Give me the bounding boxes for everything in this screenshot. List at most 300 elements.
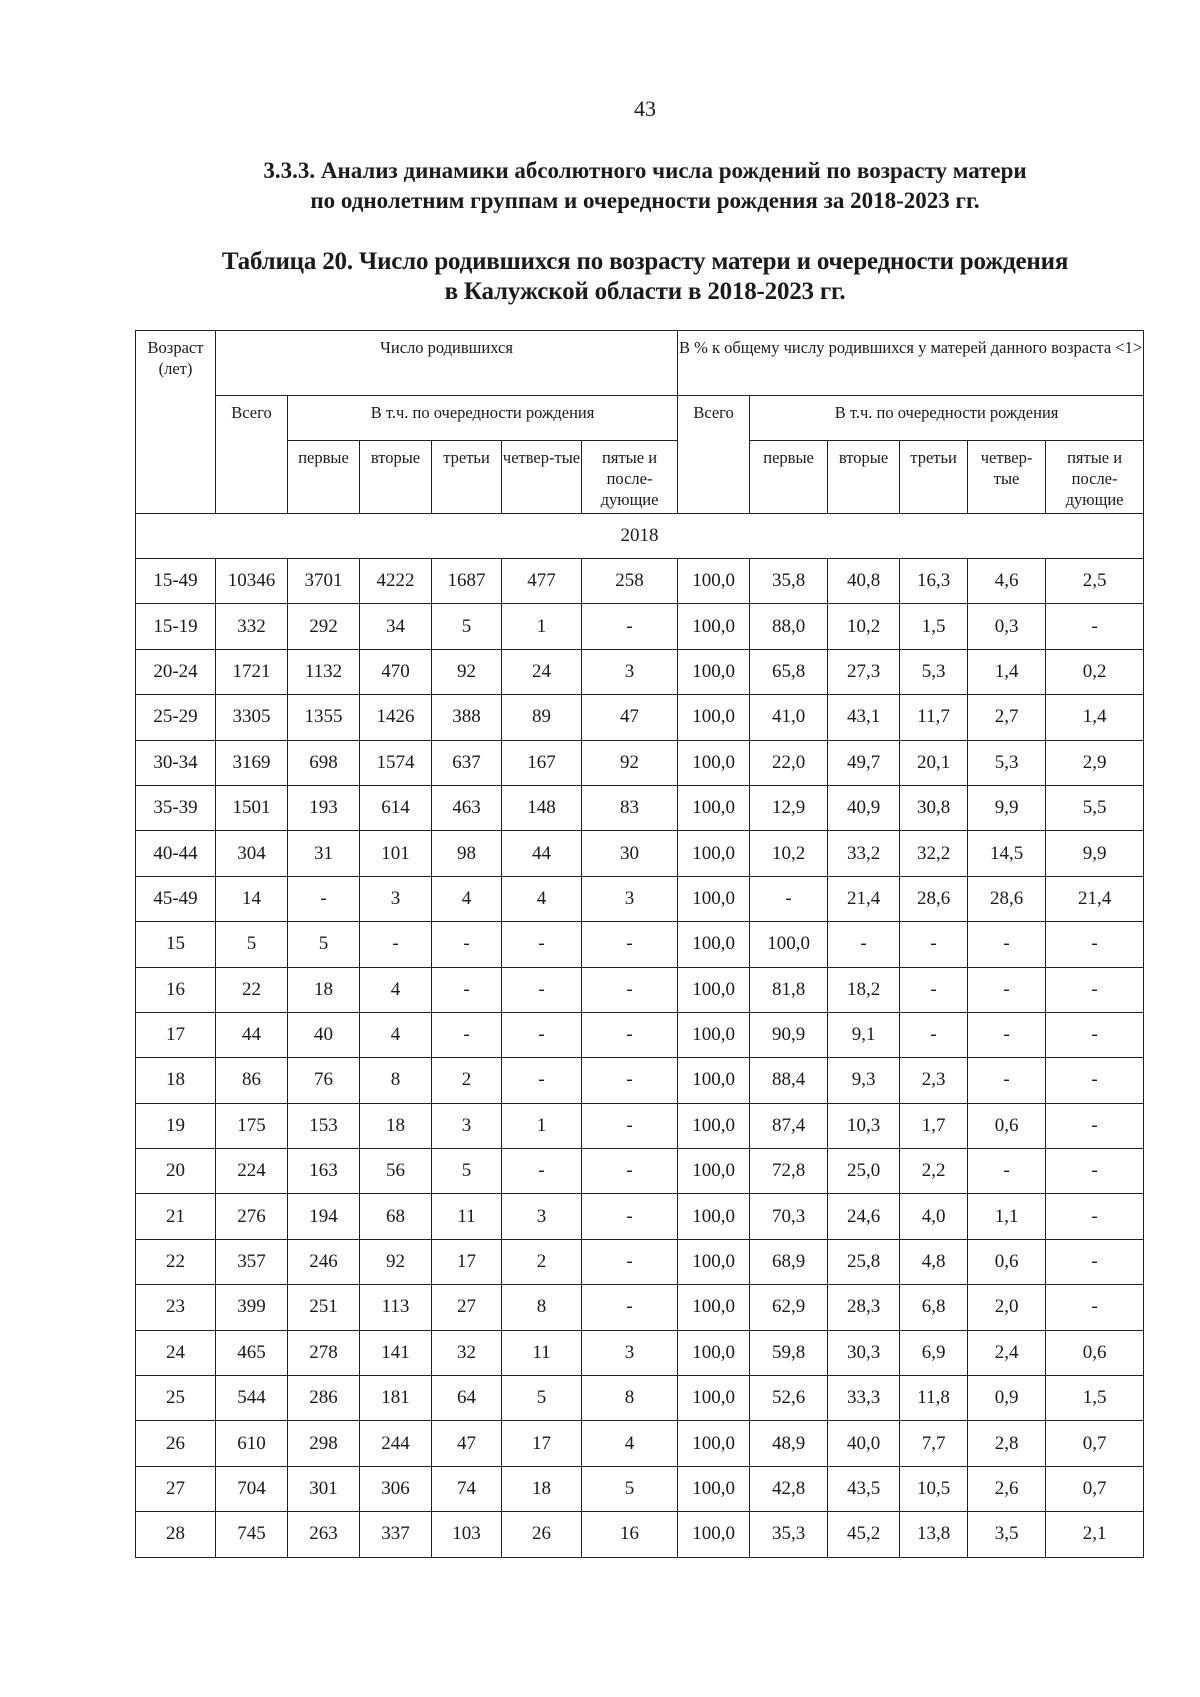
cell-percent-first: 12,9 bbox=[750, 785, 828, 830]
cell-births-fourth: 89 bbox=[502, 695, 582, 740]
table-title-line-2: в Калужской области в 2018-2023 гг. bbox=[444, 278, 846, 305]
cell-births-total: 1721 bbox=[216, 649, 288, 694]
cell-percent-third: 20,1 bbox=[900, 740, 968, 785]
cell-percent-second: 24,6 bbox=[828, 1194, 900, 1239]
cell-births-fifth-plus: 92 bbox=[582, 740, 678, 785]
cell-percent-third: 6,8 bbox=[900, 1285, 968, 1330]
cell-percent-third: 7,7 bbox=[900, 1421, 968, 1466]
cell-births-total: 14 bbox=[216, 876, 288, 921]
cell-births-total: 22 bbox=[216, 967, 288, 1012]
cell-percent-fourth: 0,6 bbox=[968, 1103, 1046, 1148]
section-title-line-1: 3.3.3. Анализ динамики абсолютного числа рождений по возрасту матери bbox=[263, 158, 1027, 183]
cell-births-first: 76 bbox=[288, 1058, 360, 1103]
cell-age: 18 bbox=[136, 1058, 216, 1103]
cell-percent-third: 32,2 bbox=[900, 831, 968, 876]
cell-births-fourth: 3 bbox=[502, 1194, 582, 1239]
table-row bbox=[136, 695, 1144, 740]
cell-births-fourth: 167 bbox=[502, 740, 582, 785]
cell-percent-first: 68,9 bbox=[750, 1239, 828, 1284]
cell-births-total: 704 bbox=[216, 1466, 288, 1511]
cell-births-fourth: - bbox=[502, 967, 582, 1012]
cell-age: 25 bbox=[136, 1376, 216, 1421]
cell-percent-fourth: 1,4 bbox=[968, 649, 1046, 694]
cell-births-third: 5 bbox=[432, 604, 502, 649]
cell-births-second: 3 bbox=[360, 876, 432, 921]
cell-age: 15-49 bbox=[136, 559, 216, 604]
cell-percent-second: - bbox=[828, 922, 900, 967]
cell-percent-first: 72,8 bbox=[750, 1149, 828, 1194]
header-births-third: третьи bbox=[432, 441, 502, 514]
cell-percent-fourth: 2,4 bbox=[968, 1330, 1046, 1375]
table-title-line-1: Таблица 20. Число родившихся по возрасту матери и очередности рождения bbox=[221, 248, 1069, 275]
cell-age: 15-19 bbox=[136, 604, 216, 649]
cell-percent-first: 62,9 bbox=[750, 1285, 828, 1330]
cell-percent-first: 88,4 bbox=[750, 1058, 828, 1103]
cell-births-fourth: 44 bbox=[502, 831, 582, 876]
table-row bbox=[136, 1376, 1144, 1421]
cell-births-first: 1355 bbox=[288, 695, 360, 740]
table-row bbox=[136, 1194, 1144, 1239]
cell-percent-fifth-plus: - bbox=[1046, 1194, 1144, 1239]
cell-percent-first: 35,3 bbox=[750, 1512, 828, 1557]
cell-percent-fourth: 2,6 bbox=[968, 1466, 1046, 1511]
header-percent-second: вторые bbox=[828, 441, 900, 514]
cell-births-first: 18 bbox=[288, 967, 360, 1012]
cell-percent-third: 1,7 bbox=[900, 1103, 968, 1148]
cell-percent-fourth: 2,7 bbox=[968, 695, 1046, 740]
cell-percent-first: 59,8 bbox=[750, 1330, 828, 1375]
cell-percent-second: 9,1 bbox=[828, 1012, 900, 1057]
cell-age: 23 bbox=[136, 1285, 216, 1330]
cell-percent-fifth-plus: 0,2 bbox=[1046, 649, 1144, 694]
cell-births-second: - bbox=[360, 922, 432, 967]
cell-births-second: 34 bbox=[360, 604, 432, 649]
table-title bbox=[150, 247, 1140, 307]
header-births-fourth: четвер-тые bbox=[502, 441, 582, 514]
cell-percent-fifth-plus: 2,1 bbox=[1046, 1512, 1144, 1557]
cell-age: 24 bbox=[136, 1330, 216, 1375]
cell-percent-fifth-plus: - bbox=[1046, 604, 1144, 649]
cell-percent-total: 100,0 bbox=[678, 695, 750, 740]
cell-births-first: 153 bbox=[288, 1103, 360, 1148]
cell-births-third: - bbox=[432, 1012, 502, 1057]
cell-percent-total: 100,0 bbox=[678, 1149, 750, 1194]
cell-age: 40-44 bbox=[136, 831, 216, 876]
cell-births-third: 388 bbox=[432, 695, 502, 740]
cell-percent-first: 65,8 bbox=[750, 649, 828, 694]
cell-births-second: 4 bbox=[360, 1012, 432, 1057]
cell-percent-fourth: 14,5 bbox=[968, 831, 1046, 876]
table-row bbox=[136, 1012, 1144, 1057]
cell-births-first: 194 bbox=[288, 1194, 360, 1239]
cell-births-first: 263 bbox=[288, 1512, 360, 1557]
table-row bbox=[136, 559, 1144, 604]
cell-births-second: 337 bbox=[360, 1512, 432, 1557]
table-row bbox=[136, 1058, 1144, 1103]
cell-percent-fifth-plus: 5,5 bbox=[1046, 785, 1144, 830]
cell-births-first: 31 bbox=[288, 831, 360, 876]
cell-births-fifth-plus: 83 bbox=[582, 785, 678, 830]
cell-births-third: 11 bbox=[432, 1194, 502, 1239]
cell-percent-fifth-plus: 1,5 bbox=[1046, 1376, 1144, 1421]
cell-percent-fourth: 0,6 bbox=[968, 1239, 1046, 1284]
cell-percent-fifth-plus: - bbox=[1046, 1012, 1144, 1057]
cell-births-third: 103 bbox=[432, 1512, 502, 1557]
cell-births-total: 276 bbox=[216, 1194, 288, 1239]
table-row bbox=[136, 785, 1144, 830]
cell-births-total: 5 bbox=[216, 922, 288, 967]
cell-age: 21 bbox=[136, 1194, 216, 1239]
cell-percent-second: 43,1 bbox=[828, 695, 900, 740]
cell-births-third: - bbox=[432, 922, 502, 967]
cell-percent-second: 45,2 bbox=[828, 1512, 900, 1557]
table-row bbox=[136, 740, 1144, 785]
cell-percent-first: 22,0 bbox=[750, 740, 828, 785]
cell-births-fifth-plus: - bbox=[582, 1058, 678, 1103]
cell-percent-first: 48,9 bbox=[750, 1421, 828, 1466]
cell-percent-fourth: - bbox=[968, 1058, 1046, 1103]
cell-births-total: 1501 bbox=[216, 785, 288, 830]
cell-percent-third: - bbox=[900, 922, 968, 967]
cell-births-first: 286 bbox=[288, 1376, 360, 1421]
cell-births-second: 1426 bbox=[360, 695, 432, 740]
cell-percent-second: 40,9 bbox=[828, 785, 900, 830]
table-row bbox=[136, 1330, 1144, 1375]
cell-births-fourth: - bbox=[502, 1149, 582, 1194]
cell-births-first: 163 bbox=[288, 1149, 360, 1194]
cell-percent-fifth-plus: 2,9 bbox=[1046, 740, 1144, 785]
table-header bbox=[136, 331, 1144, 514]
cell-percent-fifth-plus: 0,7 bbox=[1046, 1421, 1144, 1466]
cell-percent-fourth: - bbox=[968, 922, 1046, 967]
cell-percent-total: 100,0 bbox=[678, 1376, 750, 1421]
cell-percent-first: - bbox=[750, 876, 828, 921]
cell-percent-fourth: - bbox=[968, 1012, 1046, 1057]
cell-percent-fifth-plus: 1,4 bbox=[1046, 695, 1144, 740]
cell-percent-second: 25,0 bbox=[828, 1149, 900, 1194]
cell-births-fourth: 18 bbox=[502, 1466, 582, 1511]
table-row bbox=[136, 1103, 1144, 1148]
cell-percent-total: 100,0 bbox=[678, 1330, 750, 1375]
header-percent-total: Всего bbox=[678, 396, 750, 514]
cell-percent-second: 30,3 bbox=[828, 1330, 900, 1375]
cell-percent-fifth-plus: 21,4 bbox=[1046, 876, 1144, 921]
cell-births-first: 246 bbox=[288, 1239, 360, 1284]
cell-births-third: 1687 bbox=[432, 559, 502, 604]
cell-births-third: 637 bbox=[432, 740, 502, 785]
cell-births-fifth-plus: 5 bbox=[582, 1466, 678, 1511]
cell-percent-second: 21,4 bbox=[828, 876, 900, 921]
cell-percent-third: 16,3 bbox=[900, 559, 968, 604]
cell-age: 22 bbox=[136, 1239, 216, 1284]
cell-percent-total: 100,0 bbox=[678, 740, 750, 785]
cell-percent-fourth: 9,9 bbox=[968, 785, 1046, 830]
cell-age: 17 bbox=[136, 1012, 216, 1057]
cell-births-first: 1132 bbox=[288, 649, 360, 694]
cell-births-third: 17 bbox=[432, 1239, 502, 1284]
header-percent-third: третьи bbox=[900, 441, 968, 514]
cell-births-first: 292 bbox=[288, 604, 360, 649]
cell-births-total: 3169 bbox=[216, 740, 288, 785]
cell-percent-first: 88,0 bbox=[750, 604, 828, 649]
cell-births-fifth-plus: - bbox=[582, 922, 678, 967]
cell-percent-fourth: 28,6 bbox=[968, 876, 1046, 921]
cell-births-first: 193 bbox=[288, 785, 360, 830]
table-row bbox=[136, 1512, 1144, 1557]
cell-births-first: 40 bbox=[288, 1012, 360, 1057]
cell-births-total: 399 bbox=[216, 1285, 288, 1330]
cell-births-total: 610 bbox=[216, 1421, 288, 1466]
cell-percent-fourth: - bbox=[968, 1149, 1046, 1194]
cell-births-fifth-plus: 3 bbox=[582, 876, 678, 921]
births-table bbox=[135, 330, 1144, 1558]
cell-percent-third: 2,3 bbox=[900, 1058, 968, 1103]
cell-percent-total: 100,0 bbox=[678, 1012, 750, 1057]
cell-percent-fifth-plus: - bbox=[1046, 1149, 1144, 1194]
cell-percent-third: - bbox=[900, 967, 968, 1012]
cell-percent-fifth-plus: 9,9 bbox=[1046, 831, 1144, 876]
cell-births-first: 298 bbox=[288, 1421, 360, 1466]
cell-births-first: 5 bbox=[288, 922, 360, 967]
cell-age: 45-49 bbox=[136, 876, 216, 921]
header-births-total: Всего bbox=[216, 396, 288, 514]
cell-births-total: 86 bbox=[216, 1058, 288, 1103]
cell-percent-third: 10,5 bbox=[900, 1466, 968, 1511]
table-row bbox=[136, 1149, 1144, 1194]
cell-births-total: 304 bbox=[216, 831, 288, 876]
cell-births-third: 463 bbox=[432, 785, 502, 830]
cell-percent-fifth-plus: 2,5 bbox=[1046, 559, 1144, 604]
cell-percent-second: 40,8 bbox=[828, 559, 900, 604]
cell-percent-first: 52,6 bbox=[750, 1376, 828, 1421]
cell-births-total: 332 bbox=[216, 604, 288, 649]
cell-births-total: 44 bbox=[216, 1012, 288, 1057]
cell-percent-second: 9,3 bbox=[828, 1058, 900, 1103]
header-age: Возраст (лет) bbox=[136, 331, 216, 514]
table-body bbox=[136, 514, 1144, 1558]
header-births-fifth-plus: пятые и после-дующие bbox=[582, 441, 678, 514]
cell-percent-fifth-plus: - bbox=[1046, 922, 1144, 967]
cell-births-total: 745 bbox=[216, 1512, 288, 1557]
cell-births-fourth: 477 bbox=[502, 559, 582, 604]
header-percent-order-group: В т.ч. по очередности рождения bbox=[750, 396, 1144, 441]
cell-percent-first: 87,4 bbox=[750, 1103, 828, 1148]
cell-percent-second: 33,3 bbox=[828, 1376, 900, 1421]
cell-births-second: 141 bbox=[360, 1330, 432, 1375]
header-percent-fifth-plus: пятые и после-дующие bbox=[1046, 441, 1144, 514]
cell-births-total: 3305 bbox=[216, 695, 288, 740]
cell-births-fourth: 148 bbox=[502, 785, 582, 830]
cell-births-fourth: 26 bbox=[502, 1512, 582, 1557]
year-row bbox=[136, 514, 1144, 559]
cell-births-fifth-plus: 3 bbox=[582, 649, 678, 694]
cell-births-fifth-plus: 30 bbox=[582, 831, 678, 876]
cell-births-first: 278 bbox=[288, 1330, 360, 1375]
cell-percent-third: 4,0 bbox=[900, 1194, 968, 1239]
cell-births-third: 3 bbox=[432, 1103, 502, 1148]
cell-births-third: 5 bbox=[432, 1149, 502, 1194]
cell-percent-fifth-plus: - bbox=[1046, 1058, 1144, 1103]
cell-percent-total: 100,0 bbox=[678, 559, 750, 604]
cell-births-fifth-plus: 3 bbox=[582, 1330, 678, 1375]
cell-percent-fifth-plus: - bbox=[1046, 1285, 1144, 1330]
cell-percent-first: 35,8 bbox=[750, 559, 828, 604]
cell-percent-fifth-plus: - bbox=[1046, 1103, 1144, 1148]
cell-births-total: 544 bbox=[216, 1376, 288, 1421]
cell-births-fifth-plus: - bbox=[582, 1239, 678, 1284]
cell-percent-fourth: 0,3 bbox=[968, 604, 1046, 649]
header-births-second: вторые bbox=[360, 441, 432, 514]
cell-births-first: 698 bbox=[288, 740, 360, 785]
cell-percent-second: 18,2 bbox=[828, 967, 900, 1012]
cell-percent-total: 100,0 bbox=[678, 1194, 750, 1239]
cell-percent-total: 100,0 bbox=[678, 1239, 750, 1284]
cell-percent-first: 100,0 bbox=[750, 922, 828, 967]
section-title-line-2: по однолетним группам и очередности рождения за 2018-2023 гг. bbox=[310, 188, 980, 213]
cell-percent-total: 100,0 bbox=[678, 967, 750, 1012]
cell-percent-fourth: 1,1 bbox=[968, 1194, 1046, 1239]
cell-percent-second: 10,3 bbox=[828, 1103, 900, 1148]
cell-percent-total: 100,0 bbox=[678, 1103, 750, 1148]
cell-percent-first: 42,8 bbox=[750, 1466, 828, 1511]
header-births-first: первые bbox=[288, 441, 360, 514]
cell-percent-fourth: 4,6 bbox=[968, 559, 1046, 604]
cell-births-second: 244 bbox=[360, 1421, 432, 1466]
cell-percent-second: 40,0 bbox=[828, 1421, 900, 1466]
cell-percent-third: 6,9 bbox=[900, 1330, 968, 1375]
cell-births-fifth-plus: - bbox=[582, 1149, 678, 1194]
cell-births-total: 10346 bbox=[216, 559, 288, 604]
cell-percent-third: - bbox=[900, 1012, 968, 1057]
cell-births-second: 68 bbox=[360, 1194, 432, 1239]
cell-births-second: 18 bbox=[360, 1103, 432, 1148]
header-percent-group: В % к общему числу родившихся у матерей данного возраста <1> bbox=[678, 331, 1144, 396]
cell-percent-third: 5,3 bbox=[900, 649, 968, 694]
cell-births-first: 3701 bbox=[288, 559, 360, 604]
cell-age: 16 bbox=[136, 967, 216, 1012]
cell-births-total: 357 bbox=[216, 1239, 288, 1284]
cell-age: 25-29 bbox=[136, 695, 216, 740]
table-row bbox=[136, 1466, 1144, 1511]
cell-births-second: 4222 bbox=[360, 559, 432, 604]
cell-births-fifth-plus: - bbox=[582, 604, 678, 649]
cell-births-second: 306 bbox=[360, 1466, 432, 1511]
cell-percent-total: 100,0 bbox=[678, 785, 750, 830]
cell-births-second: 4 bbox=[360, 967, 432, 1012]
cell-age: 15 bbox=[136, 922, 216, 967]
cell-percent-fifth-plus: 0,7 bbox=[1046, 1466, 1144, 1511]
cell-percent-first: 10,2 bbox=[750, 831, 828, 876]
cell-percent-total: 100,0 bbox=[678, 922, 750, 967]
cell-percent-total: 100,0 bbox=[678, 1421, 750, 1466]
table-row bbox=[136, 922, 1144, 967]
cell-percent-fifth-plus: - bbox=[1046, 967, 1144, 1012]
cell-percent-fourth: - bbox=[968, 967, 1046, 1012]
cell-births-third: - bbox=[432, 967, 502, 1012]
table-row bbox=[136, 967, 1144, 1012]
cell-percent-first: 41,0 bbox=[750, 695, 828, 740]
cell-percent-fifth-plus: 0,6 bbox=[1046, 1330, 1144, 1375]
table-row bbox=[136, 1285, 1144, 1330]
cell-percent-third: 13,8 bbox=[900, 1512, 968, 1557]
cell-births-third: 47 bbox=[432, 1421, 502, 1466]
cell-age: 20 bbox=[136, 1149, 216, 1194]
header-percent-first: первые bbox=[750, 441, 828, 514]
table-row bbox=[136, 604, 1144, 649]
cell-births-third: 92 bbox=[432, 649, 502, 694]
cell-percent-total: 100,0 bbox=[678, 1285, 750, 1330]
cell-births-fourth: - bbox=[502, 1012, 582, 1057]
table-row bbox=[136, 1239, 1144, 1284]
cell-age: 19 bbox=[136, 1103, 216, 1148]
cell-births-total: 175 bbox=[216, 1103, 288, 1148]
cell-births-fourth: - bbox=[502, 922, 582, 967]
cell-percent-third: 1,5 bbox=[900, 604, 968, 649]
cell-births-third: 4 bbox=[432, 876, 502, 921]
cell-percent-fifth-plus: - bbox=[1046, 1239, 1144, 1284]
cell-births-fifth-plus: - bbox=[582, 1012, 678, 1057]
cell-percent-second: 27,3 bbox=[828, 649, 900, 694]
cell-births-fourth: 1 bbox=[502, 604, 582, 649]
cell-age: 28 bbox=[136, 1512, 216, 1557]
cell-births-third: 64 bbox=[432, 1376, 502, 1421]
cell-births-third: 74 bbox=[432, 1466, 502, 1511]
cell-births-fourth: 4 bbox=[502, 876, 582, 921]
cell-births-second: 1574 bbox=[360, 740, 432, 785]
cell-births-fourth: 5 bbox=[502, 1376, 582, 1421]
cell-births-second: 8 bbox=[360, 1058, 432, 1103]
cell-percent-third: 28,6 bbox=[900, 876, 968, 921]
cell-percent-fourth: 3,5 bbox=[968, 1512, 1046, 1557]
cell-births-first: 251 bbox=[288, 1285, 360, 1330]
cell-percent-total: 100,0 bbox=[678, 1466, 750, 1511]
header-births-order-group: В т.ч. по очередности рождения bbox=[288, 396, 678, 441]
cell-births-first: - bbox=[288, 876, 360, 921]
cell-births-fifth-plus: - bbox=[582, 967, 678, 1012]
page-number: 43 bbox=[634, 96, 656, 121]
year-label: 2018 bbox=[136, 514, 1144, 559]
cell-births-fifth-plus: 8 bbox=[582, 1376, 678, 1421]
cell-percent-third: 2,2 bbox=[900, 1149, 968, 1194]
cell-percent-total: 100,0 bbox=[678, 604, 750, 649]
cell-percent-first: 70,3 bbox=[750, 1194, 828, 1239]
cell-births-second: 181 bbox=[360, 1376, 432, 1421]
cell-births-fifth-plus: 4 bbox=[582, 1421, 678, 1466]
table-row bbox=[136, 876, 1144, 921]
cell-births-first: 301 bbox=[288, 1466, 360, 1511]
cell-births-third: 32 bbox=[432, 1330, 502, 1375]
cell-percent-first: 90,9 bbox=[750, 1012, 828, 1057]
cell-percent-third: 30,8 bbox=[900, 785, 968, 830]
cell-percent-second: 28,3 bbox=[828, 1285, 900, 1330]
cell-percent-second: 10,2 bbox=[828, 604, 900, 649]
cell-births-second: 92 bbox=[360, 1239, 432, 1284]
cell-births-total: 465 bbox=[216, 1330, 288, 1375]
cell-age: 26 bbox=[136, 1421, 216, 1466]
cell-births-fourth: - bbox=[502, 1058, 582, 1103]
cell-percent-total: 100,0 bbox=[678, 649, 750, 694]
cell-births-second: 614 bbox=[360, 785, 432, 830]
cell-percent-second: 25,8 bbox=[828, 1239, 900, 1284]
section-title bbox=[150, 156, 1140, 216]
cell-percent-first: 81,8 bbox=[750, 967, 828, 1012]
cell-births-fifth-plus: - bbox=[582, 1103, 678, 1148]
cell-births-fourth: 8 bbox=[502, 1285, 582, 1330]
header-percent-fourth: четвер-тые bbox=[968, 441, 1046, 514]
cell-percent-fourth: 5,3 bbox=[968, 740, 1046, 785]
cell-percent-fourth: 2,0 bbox=[968, 1285, 1046, 1330]
cell-births-second: 101 bbox=[360, 831, 432, 876]
